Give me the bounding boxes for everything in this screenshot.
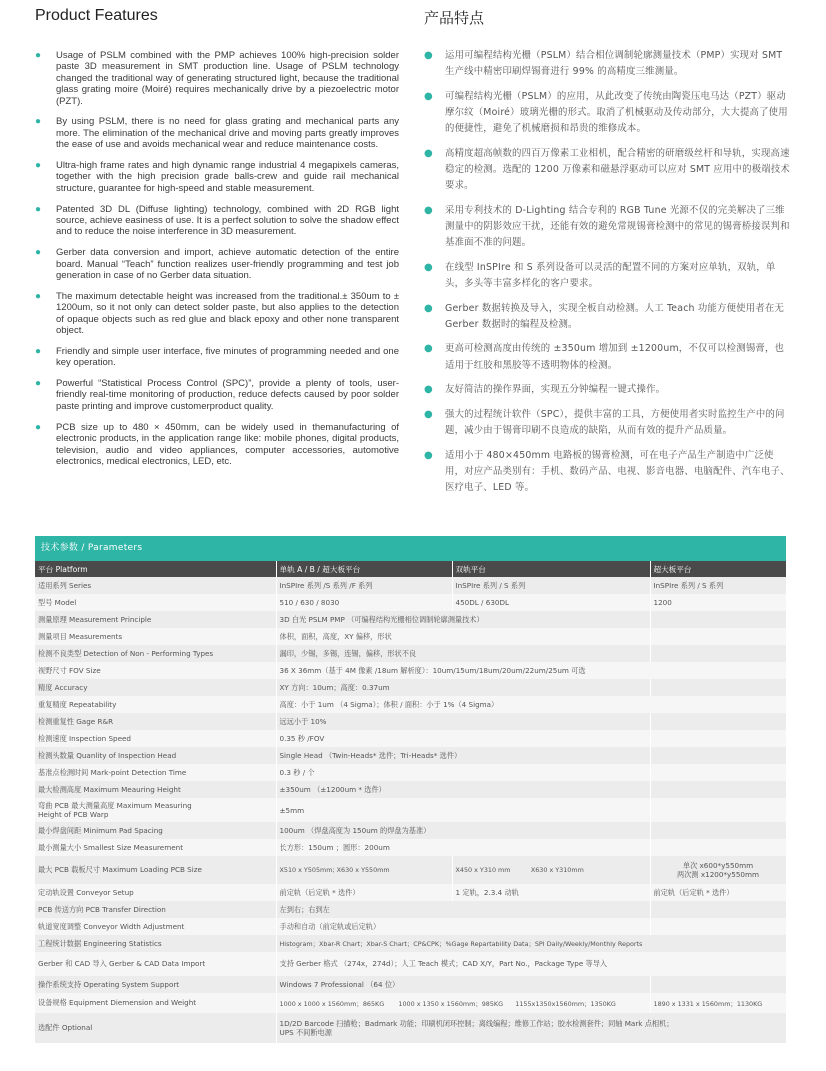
header-platform: 平台 Platform [35,561,276,577]
row-label: 弯曲 PCB 最大测量高度 Maximum Measuring Height of PCB Warp [35,798,276,822]
table-row [35,747,786,764]
features-title-cn: 产品特点 [424,9,485,27]
table-row [35,679,786,696]
table-row [35,856,786,884]
row-label: Gerber 和 CAD 导入 Gerber & CAD Data Import [35,952,276,976]
cell-empty [650,628,786,645]
row-label: 测量原理 Measurement Principle [35,611,276,628]
cell-value: 前定轨（后定轨 * 选件） [276,884,452,901]
cell-value: 手动和自动（前定轨或后定轨） [276,918,650,935]
table-row [35,594,786,611]
feature-item-en: ● Powerful “Statistical Process Control (SPC)”, provide a plenty of tools, user-friendly real-time monitoring of production, reduce defects caused by poor solder paste printing and improve customerproduct quality. [35,378,399,412]
feature-item-cn: ● 运用可编程结构光栅（PSLM）结合相位调制轮廓测量技术（PMP）实现对 SMT 生产线中精密印刷焊锡膏进行 99% 的高精度三维测量。 [424,50,783,78]
feature-item-en: ● PCB size up to 480 × 450mm, can be widely used in themanufacturing of electronic products, in the application range like: mobile phones, digital products, television, audio and video appliances, computer accessories, automotive electronics, medical electronics, LED, etc. [35,421,399,467]
row-label: 适用系列 Series [35,577,276,594]
feature-item-en: ● Patented 3D DL (Diffuse lighting) technology, combined with 2D RGB light source, achieve easiness of use. It is a perfect solution to solve the shadow effect and to reduce the noise interference in 3D measurement. [35,203,399,238]
bullet-icon: ● [424,90,433,102]
bullet-icon: ● [35,421,42,433]
row-label: 检测不良类型 Detection of Non - Performing Types [35,645,276,662]
feature-item-cn: ● 在线型 InSPIre 和 S 系列设备可以灵活的配置不同的方案对应单轨，双轨，单头，多头等丰富多样化的客户要求。 [424,261,776,289]
bullet-icon: ● [35,50,42,61]
feature-item-en: ● Gerber data conversion and import, achieve automatic detection of the entire board. Manual “Teach” function realizes user-friendly programming and test job generation in case of no Gerber data situation. [35,247,399,282]
cell-value: 漏印，少锡，多锡，连锡，偏移，形状不良 [276,645,650,662]
row-label: 重复精度 Repeatability [35,696,276,713]
bullet-icon: ● [424,261,433,273]
features-list-cn [424,48,790,505]
cell-empty [650,976,786,993]
row-label: 基准点检测时间 Mark-point Detection Time [35,764,276,781]
features-list-en [35,50,399,477]
row-label: 选配件 Optional [35,1013,276,1043]
parameters-title-bar: 技术参数 / Parameters [35,536,786,561]
table-row [35,952,786,976]
bullet-icon: ● [35,378,42,390]
table-row [35,918,786,935]
bullet-icon: ● [424,449,433,461]
table-row [35,884,786,901]
cell-value: 长方形：150um ；圆形：200um [276,839,650,856]
cell-value: 1 定轨，2.3.4 动轨 [452,884,650,901]
table-row [35,577,786,594]
cell-value: X450 x Y310 mm X630 x Y310mm [452,856,650,884]
header-large-board: 超大板平台 [650,561,786,577]
bullet-icon: ● [424,204,433,216]
bullet-icon: ● [35,345,42,357]
cell-value: 100um （焊盘高度为 150um 的焊盘为基准） [276,822,650,839]
table-row [35,713,786,730]
cell-empty [650,798,786,822]
cell-value: 前定轨（后定轨 * 选件） [650,884,786,901]
bullet-icon: ● [424,50,433,61]
cell-value: 0.3 秒 / 个 [276,764,650,781]
bullet-icon: ● [35,203,42,215]
cell-value: 1890 x 1331 x 1560mm；1130KG [650,993,786,1013]
table-row [35,764,786,781]
table-row [35,611,786,628]
row-label: 测量项目 Measurements [35,628,276,645]
row-label: 最大 PCB 载板尺寸 Maximum Loading PCB Size [35,856,276,884]
cell-value: 510 / 630 / 8030 [276,594,452,611]
cell-value: 体积，面积，高度，XY 偏移，形状 [276,628,650,645]
row-label: 视野尺寸 FOV Size [35,662,276,679]
cell-value: X510 x Y505mm; X630 x Y550mm [276,856,452,884]
cell-empty [650,645,786,662]
row-label: 轨道宽度调整 Conveyor Width Adjustment [35,918,276,935]
feature-item-cn: ● 采用专利技术的 D-Lighting 结合专利的 RGB Tune 光源不仅的完美解决了三维测量中的阴影效应干扰，还能有效的避免常规锡膏检测中的常见的锡膏桥接误判和基准面不准的问题。 [424,204,790,249]
row-label: 精度 Accuracy [35,679,276,696]
cell-value: 远远小于 10% [276,713,650,730]
bullet-icon: ● [35,160,42,172]
feature-item-cn: ● 更高可检测高度由传统的 ±350um 增加到 ±1200um，不仅可以检测锡膏，也适用于红胶和黑胶等不透明物体的检测。 [424,343,785,371]
cell-empty [650,713,786,730]
cell-value: 0.35 秒 /FOV [276,730,650,747]
feature-item-cn: ● Gerber 数据转换及导入，实现全板自动检测。人工 Teach 功能方便使用者在无 Gerber 数据时的编程及检测。 [424,302,785,330]
cell-value: InSPIre 系列 / S 系列 [650,577,786,594]
cell-value: 高度：小于 1um （4 Sigma）；体积 / 面积：小于 1%（4 Sigma） [276,696,786,713]
row-label: 工程统计数据 Engineering Statistics [35,935,276,952]
feature-item-cn: ● 强大的过程统计软件（SPC），提供丰富的工具，方便使用者实时监控生产中的问题，减少由于锡膏印刷不良造成的缺陷，从而有效的提升产品质量。 [424,408,785,436]
table-row [35,662,786,679]
cell-value: Histogram；Xbar-R Chart；Xbar-S Chart；CP&CPK；%Gage Repartability Data；SPI Daily/Weekly/Monthly Reports [276,935,786,952]
cell-empty [650,747,786,764]
table-row [35,645,786,662]
table-row [35,839,786,856]
cell-value: 1200 [650,594,786,611]
bullet-icon: ● [424,408,433,420]
row-label: 检测速度 Inspection Speed [35,730,276,747]
cell-value: Windows 7 Professional （64 位） [276,976,650,993]
cell-empty [650,679,786,696]
cell-value: 左到右；右到左 [276,901,650,918]
cell-value: Single Head （Twin-Heads* 选件；Tri-Heads* 选件） [276,747,650,764]
table-row [35,935,786,952]
bullet-icon: ● [424,384,433,396]
header-dual-rail: 双轨平台 [452,561,650,577]
row-label: 最小焊盘间距 Minimum Pad Spacing [35,822,276,839]
feature-item-cn: ● 高精度超高帧数的四百万像素工业相机，配合精密的研磨级丝杆和导轨，实现高速稳定的检测。选配的 1200 万像素和磁悬浮驱动可以应对 SMT 应用中的极端技术要求。 [424,147,790,192]
row-label: 最小测量大小 Smallest Size Measurement [35,839,276,856]
cell-value: 1000 x 1000 x 1560mm；865KG 1000 x 1350 x 1560mm；985KG 1155x1350x1560mm；1350KG [276,993,650,1013]
cell-value: InSPIre 系列 / S 系列 [452,577,650,594]
feature-item-en: ● By using PSLM, there is no need for glass grating and mechanical parts any more. The elimination of the mechanical drive and moving parts greatly improves the ease of use and avoids mechanical wear and reduce maintenance costs. [35,116,399,151]
cell-empty [650,611,786,628]
row-label: 操作系统支持 Operating System Support [35,976,276,993]
table-row [35,993,786,1013]
row-label: 检测头数量 Quanlity of Inspection Head [35,747,276,764]
row-label: 定动轨设置 Conveyor Setup [35,884,276,901]
bullet-icon: ● [35,247,42,259]
feature-item-en: ● Ultra-high frame rates and high dynamic range industrial 4 megapixels cameras, together with the high precision grade balls-crew and guide rail mechanical structure, guarantee for high-speed and stable measurement. [35,160,399,194]
cell-value: 1D/2D Barcode 扫描枪；Badmark 功能；印刷机闭环控制；离线编程；维修工作站；胶水检测套件；同轴 Mark 点相机； UPS 不间断电源 [276,1013,786,1043]
feature-item-cn: ● 友好简洁的操作界面，实现五分钟编程一键式操作。 [424,382,790,398]
table-row [35,798,786,822]
table-header-row [35,561,786,577]
cell-value: 支持 Gerber 格式 （274x，274d）；人工 Teach 模式；CAD X/Y，Part No.，Package Type 等导入 [276,952,786,976]
feature-item-en: ● The maximum detectable height was increased from the traditional.± 350um to ± 1200um, so it not only can detect solder paste, but also applies to the detection of opaque objects such as red glue and black epoxy and other none transparent object. [35,290,399,337]
row-label: 最大检测高度 Maximum Meauring Height [35,781,276,798]
cell-value: 单次 x600*y550mm 两次测 x1200*y550mm [650,856,786,884]
table-row [35,822,786,839]
row-label: PCB 传送方向 PCB Transfer Direction [35,901,276,918]
bullet-icon: ● [424,302,433,314]
bullet-icon: ● [424,343,433,355]
cell-value: InSPIre 系列 /S 系列 /F 系列 [276,577,452,594]
table-row [35,976,786,993]
cell-empty [650,839,786,856]
cell-value: 3D 白光 PSLM PMP （可编程结构光栅相位调制轮廓测量技术） [276,611,650,628]
table-row [35,696,786,713]
row-label: 型号 Model [35,594,276,611]
cell-empty [650,822,786,839]
cell-empty [650,918,786,935]
header-single-rail: 单轨 A / B / 超大板平台 [276,561,452,577]
cell-value: ±5mm [276,798,650,822]
cell-value: 36 X 36mm（基于 4M 像素 /18um 解析度）：10um/15um/18um/20um/22um/25um 可选 [276,662,786,679]
table-row [35,901,786,918]
cell-empty [650,901,786,918]
cell-value: ±350um （±1200um * 选件） [276,781,650,798]
bullet-icon: ● [35,116,42,128]
parameters-table [35,561,787,1043]
row-label: 检测重复性 Gage R&R [35,713,276,730]
bullet-icon: ● [424,147,433,159]
table-row [35,730,786,747]
cell-empty [650,764,786,781]
table-row [35,1013,786,1043]
row-label: 设备规格 Equipment Diemension and Weight [35,993,276,1013]
cell-value: XY 方向：10um；高度：0.37um [276,679,650,696]
table-row [35,628,786,645]
feature-item-en: ● Friendly and simple user interface, five minutes of programming needed and one key operation. [35,345,399,369]
feature-item-en: ● Usage of PSLM combined with the PMP achieves 100% high-precision solder paste 3D measurement in SMT production line. Usage of PSLM technology changed the traditional way of generating structured light, because the traditional glass grating moire (Moiré) requires mechanically drive by a piezoelectric motor (PZT). [35,50,399,107]
features-title-en: Product Features [35,7,158,24]
cell-empty [650,781,786,798]
feature-item-cn: ● 适用小于 480×450mm 电路板的锡膏检测，可在电子产品生产制造中广泛使用，对应产品类别有：手机、数码产品、电视、影音电器、电脑配件、汽车电子、医疗电子、LED 等。 [424,449,790,493]
table-row [35,781,786,798]
cell-value: 450DL / 630DL [452,594,650,611]
bullet-icon: ● [35,290,42,302]
cell-empty [650,730,786,747]
feature-item-cn: ● 可编程结构光栅（PSLM）的应用，从此改变了传统由陶瓷压电马达（PZT）驱动摩尔纹（Moiré）玻璃光栅的形式。取消了机械驱动及传动部分，大大提高了使用的便捷性，避免了机械磨损和昂贵的维修成本。 [424,90,788,135]
